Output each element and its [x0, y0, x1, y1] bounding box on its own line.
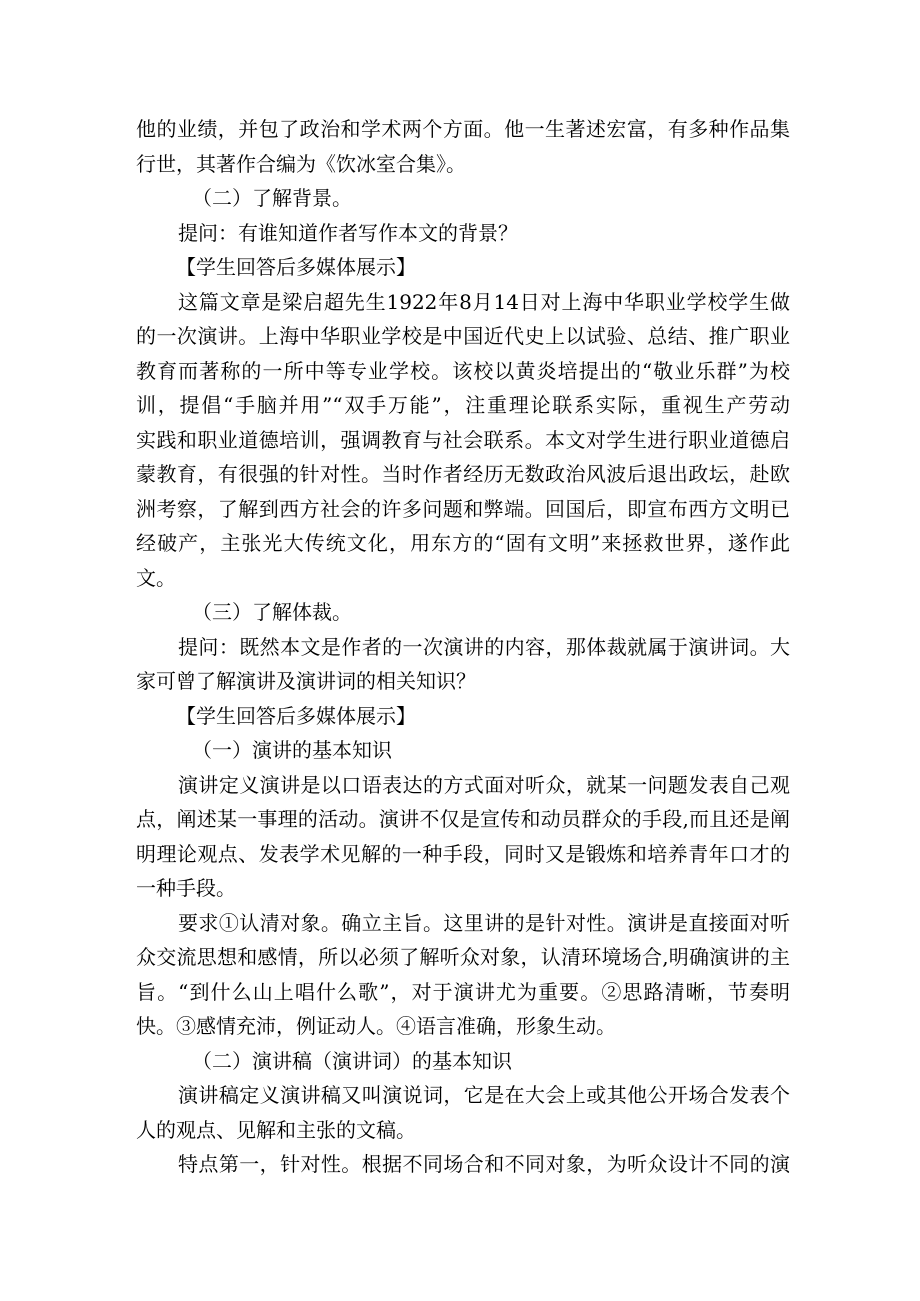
text-line: 洲考察，了解到西方社会的许多问题和弊端。回国后，即宣布西方文明已 — [136, 496, 790, 521]
text-line: 点，阐述某一事理的活动。演讲不仅是宣传和动员群众的手段,而且还是阐 — [136, 807, 790, 831]
text-line: 他的业绩，并包了政治和学术两个方面。他一生著述宏富，有多种作品集 — [136, 117, 790, 141]
text-line: 的一次演讲。上海中华职业学校是中国近代史上以试验、总结、推广职业 — [136, 324, 790, 348]
text-line: 家可曾了解演讲及演讲词的相关知识？ — [136, 669, 476, 693]
text-line: 教育而著称的一所中等专业学校。该校以黄炎培提出的“敬业乐群”为校 — [136, 358, 790, 383]
text-line: 行世，其著作合编为《饮冰室合集》。 — [136, 151, 466, 176]
text-line: （二）了解背景。 — [192, 186, 352, 210]
text-line: 一种手段。 — [136, 876, 236, 900]
text-line: 文。 — [136, 565, 176, 590]
text-line: 这篇文章是梁启超先生1922年8月14日对上海中华职业学校学生做 — [178, 289, 790, 314]
text-line: 众交流思想和感情，所以必须了解听众对象，认清环境场合,明确演讲的主 — [136, 945, 790, 969]
text-line: 实践和职业道德培训，强调教育与社会联系。本文对学生进行职业道德启 — [136, 427, 790, 452]
text-line: 快。③感情充沛，例证动人。④语言准确，形象生动。 — [136, 1014, 616, 1038]
text-line: 经破产，主张光大传统文化，用东方的“固有文明”来拯救世界，遂作此 — [136, 531, 790, 555]
text-line: 特点第一，针对性。根据不同场合和不同对象，为听众设计不同的演 — [178, 1152, 790, 1176]
text-line: 【学生回答后多媒体展示】 — [176, 255, 416, 279]
text-line: 人的观点、见解和主张的文稿。 — [136, 1117, 416, 1142]
text-line: （三）了解体裁。 — [192, 600, 352, 624]
text-line: （二）演讲稿（演讲词）的基本知识 — [192, 1048, 512, 1073]
text-line: 演讲定义演讲是以口语表达的方式面对听众，就某一问题发表自己观 — [178, 772, 790, 797]
text-line: （一）演讲的基本知识 — [192, 738, 392, 762]
text-line: 旨。“到什么山上唱什么歌”，对于演讲尤为重要。②思路清晰，节奏明 — [136, 979, 790, 1004]
text-line: 演讲稿定义演讲稿又叫演说词，它是在大会上或其他公开场合发表个 — [178, 1083, 790, 1107]
text-line: 要求①认清对象。确立主旨。这里讲的是针对性。演讲是直接面对听 — [178, 910, 790, 935]
text-line: 提问：有谁知道作者写作本文的背景？ — [178, 220, 518, 245]
text-line: 训，提倡“手脑并用”“双手万能”，注重理论联系实际，重视生产劳动 — [136, 393, 790, 417]
document-body — [136, 112, 790, 1182]
text-line: 明理论观点、发表学术见解的一种手段，同时又是锻炼和培养青年口才的 — [136, 841, 790, 866]
text-line: 【学生回答后多媒体展示】 — [176, 703, 416, 728]
text-line: 提问：既然本文是作者的一次演讲的内容，那体裁就属于演讲词。大 — [178, 634, 790, 659]
text-line: 蒙教育，有很强的针对性。当时作者经历无数政治风波后退出政坛，赴欧 — [136, 462, 790, 486]
